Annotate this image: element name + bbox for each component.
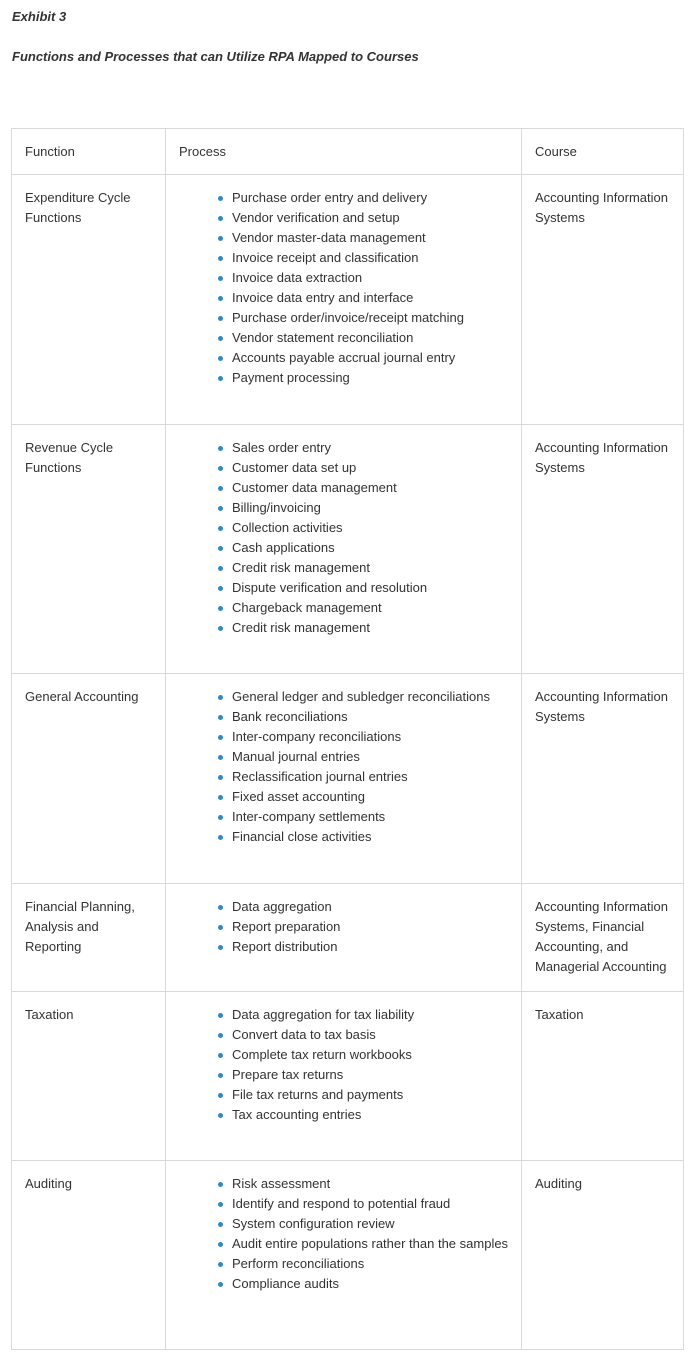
process-list (179, 897, 509, 957)
course-cell: Accounting Information Systems (522, 425, 684, 674)
process-cell (166, 884, 522, 992)
list-item: Sales order entry (215, 438, 509, 458)
list-item: Complete tax return workbooks (215, 1045, 509, 1065)
table-header-row (12, 129, 684, 175)
header-function: Function (12, 129, 166, 175)
list-item: Purchase order/invoice/receipt matching (215, 308, 509, 328)
list-item: Cash applications (215, 538, 509, 558)
list-item: Customer data management (215, 478, 509, 498)
course-cell: Taxation (522, 992, 684, 1161)
list-item: Prepare tax returns (215, 1065, 509, 1085)
list-item: Perform reconciliations (215, 1254, 509, 1274)
list-item: Credit risk management (215, 558, 509, 578)
list-item: Dispute verification and resolution (215, 578, 509, 598)
list-item: Bank reconciliations (215, 707, 509, 727)
exhibit-label: Exhibit 3 (12, 9, 67, 24)
process-cell (166, 425, 522, 674)
list-item: Report distribution (215, 937, 509, 957)
list-item: Invoice data entry and interface (215, 288, 509, 308)
list-item: Payment processing (215, 368, 509, 388)
list-item: Identify and respond to potential fraud (215, 1194, 509, 1214)
list-item: Customer data set up (215, 458, 509, 478)
course-cell: Auditing (522, 1161, 684, 1350)
table-body (12, 175, 684, 1350)
list-item: Audit entire populations rather than the samples (179, 1234, 509, 1254)
function-cell: Auditing (12, 1161, 166, 1350)
process-cell (166, 674, 522, 884)
function-cell: Revenue Cycle Functions (12, 425, 166, 674)
table-row (12, 175, 684, 425)
table-row (12, 992, 684, 1161)
list-item: Purchase order entry and delivery (215, 188, 509, 208)
list-item: Compliance audits (215, 1274, 509, 1294)
list-item: Collection activities (215, 518, 509, 538)
list-item: General ledger and subledger reconciliations (215, 687, 509, 707)
list-item: Vendor master-data management (215, 228, 509, 248)
process-list (179, 438, 509, 638)
list-item: Vendor verification and setup (215, 208, 509, 228)
list-item: Inter-company settlements (215, 807, 509, 827)
process-list (179, 1005, 509, 1125)
function-cell: General Accounting (12, 674, 166, 884)
list-item: Data aggregation (215, 897, 509, 917)
list-item: Chargeback management (215, 598, 509, 618)
list-item: Credit risk management (215, 618, 509, 638)
list-item: Tax accounting entries (215, 1105, 509, 1125)
process-list (179, 188, 509, 388)
header-process: Process (166, 129, 522, 175)
list-item: Vendor statement reconciliation (215, 328, 509, 348)
course-cell: Accounting Information Systems, Financial Accounting, and Managerial Accounting (522, 884, 684, 992)
rpa-mapping-table (11, 128, 684, 1350)
list-item: System configuration review (215, 1214, 509, 1234)
process-cell (166, 1161, 522, 1350)
list-item: Inter-company reconciliations (215, 727, 509, 747)
header-course: Course (522, 129, 684, 175)
list-item: Report preparation (215, 917, 509, 937)
table-row (12, 1161, 684, 1350)
function-cell: Taxation (12, 992, 166, 1161)
function-cell: Financial Planning, Analysis and Reporting (12, 884, 166, 992)
course-cell: Accounting Information Systems (522, 674, 684, 884)
list-item: File tax returns and payments (215, 1085, 509, 1105)
function-cell: Expenditure Cycle Functions (12, 175, 166, 425)
list-item: Billing/invoicing (215, 498, 509, 518)
list-item: Financial close activities (215, 827, 509, 847)
process-cell (166, 992, 522, 1161)
table-row (12, 884, 684, 992)
list-item: Invoice receipt and classification (215, 248, 509, 268)
course-cell: Accounting Information Systems (522, 175, 684, 425)
table-row (12, 674, 684, 884)
process-cell (166, 175, 522, 425)
list-item: Data aggregation for tax liability (215, 1005, 509, 1025)
table-row (12, 425, 684, 674)
list-item: Reclassification journal entries (215, 767, 509, 787)
list-item: Manual journal entries (215, 747, 509, 767)
list-item: Risk assessment (215, 1174, 509, 1194)
process-list (179, 1174, 509, 1294)
list-item: Invoice data extraction (215, 268, 509, 288)
list-item: Fixed asset accounting (215, 787, 509, 807)
process-list (179, 687, 509, 847)
list-item: Accounts payable accrual journal entry (215, 348, 509, 368)
exhibit-title: Functions and Processes that can Utilize RPA Mapped to Courses (12, 49, 419, 64)
list-item: Convert data to tax basis (215, 1025, 509, 1045)
